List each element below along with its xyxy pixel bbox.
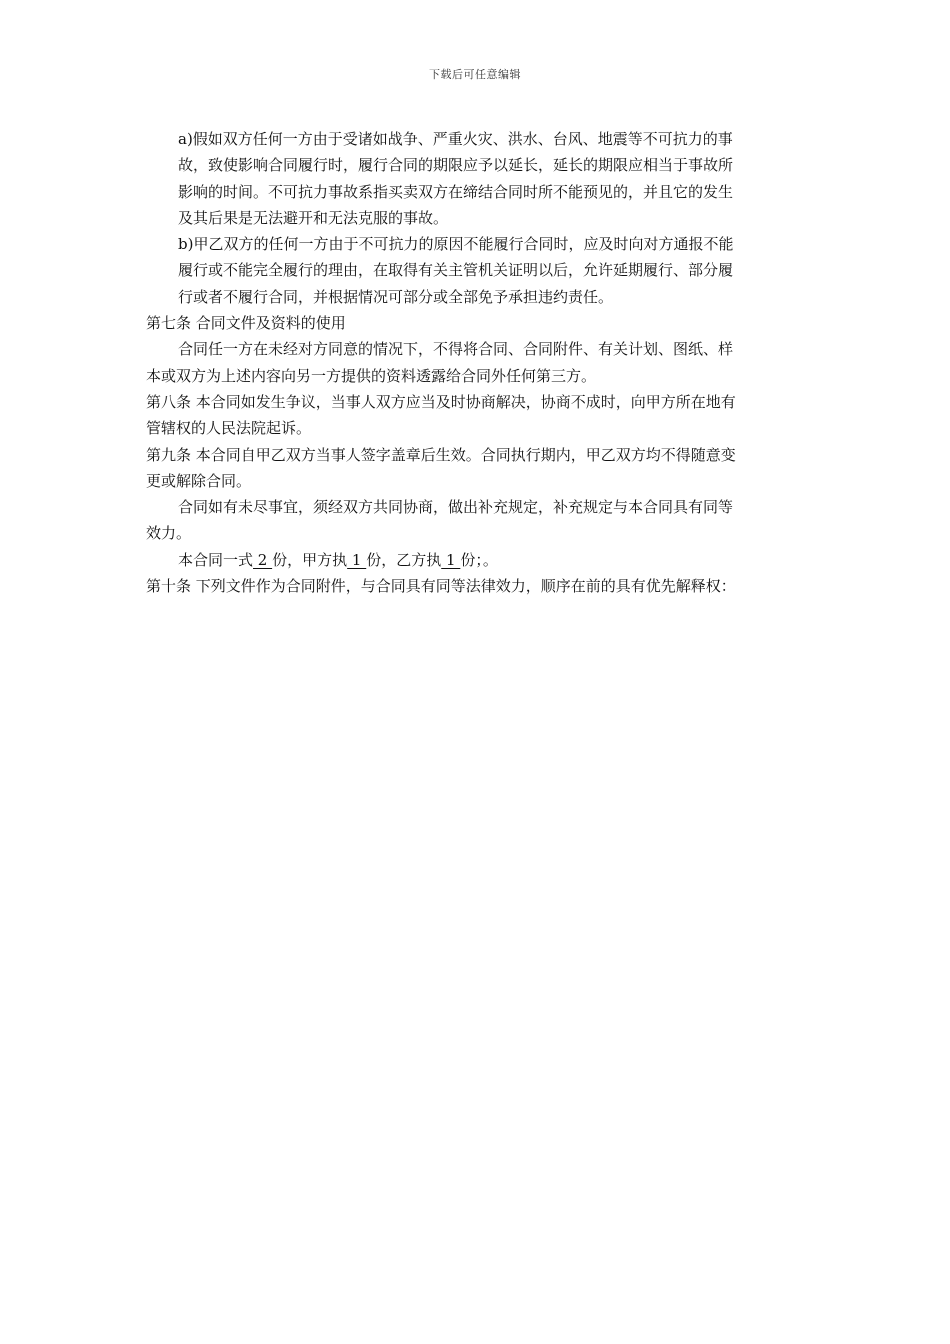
copies-prefix: 本合同一式 <box>178 550 254 569</box>
paragraph-line: 故，致使影响合同履行时，履行合同的期限应予以延长，延长的期限应相当于事故所 <box>178 156 734 175</box>
copies-mid-b: 份，乙方执 <box>366 550 442 569</box>
paragraph-line: 本或双方为上述内容向另一方提供的资料透露给合同外任何第三方。 <box>146 366 597 385</box>
copies-suffix: 份；。 <box>460 550 498 569</box>
article-7 <box>146 310 810 389</box>
article-10 <box>146 573 810 599</box>
paragraph-line: 合同如有未尽事宜，须经双方共同协商，做出补充规定，补充规定与本合同具有同等 <box>178 498 734 517</box>
paragraph-line: 合同任一方在未经对方同意的情况下，不得将合同、合同附件、有关计划、图纸、样 <box>178 340 734 359</box>
contract-body <box>146 126 810 599</box>
force-majeure-clause-a <box>146 126 810 231</box>
force-majeure-clause-b <box>146 231 810 310</box>
article-7-heading: 第七条 合同文件及资料的使用 <box>146 314 346 333</box>
article-10-heading: 第十条 下列文件作为合同附件，与合同具有同等法律效力，顺序在前的具有优先解释权： <box>146 577 736 596</box>
article-8-line: 第八条 本合同如发生争议，当事人双方应当及时协商解决，协商不成时，向甲方所在地有 <box>146 392 736 411</box>
paragraph-line: 管辖权的人民法院起诉。 <box>146 419 312 438</box>
paragraph-line: 行或者不履行合同，并根据情况可部分或全部免予承担违约责任。 <box>178 287 614 306</box>
copies-mid-a: 份，甲方执 <box>272 550 348 569</box>
paragraph-line: b)甲乙双方的任何一方由于不可抗力的原因不能履行合同时，应及时向对方通报不能 <box>178 235 734 254</box>
paragraph-line: a)假如双方任何一方由于受诸如战争、严重火灾、洪水、台风、地震等不可抗力的事 <box>178 130 733 148</box>
copies-party-b-field: 1 <box>441 550 461 569</box>
paragraph-line: 更或解除合同。 <box>146 471 252 490</box>
article-8 <box>146 389 810 442</box>
copies-total-field: 2 <box>253 550 273 569</box>
paragraph-line: 及其后果是无法避开和无法克服的事故。 <box>178 208 449 227</box>
article-9 <box>146 442 810 573</box>
article-9-line: 第九条 本合同自甲乙双方当事人签字盖章后生效。合同执行期内，甲乙双方均不得随意变 <box>146 445 736 464</box>
page-header: 下载后可任意编辑 <box>429 68 521 81</box>
paragraph-line: 履行或不能完全履行的理由，在取得有关主管机关证明以后，允许延期履行、部分履 <box>178 261 734 280</box>
paragraph-line: 影响的时间。不可抗力事故系指买卖双方在缔结合同时所不能预见的，并且它的发生 <box>178 182 734 201</box>
paragraph-line: 效力。 <box>146 524 192 543</box>
copies-line <box>146 547 810 573</box>
copies-party-a-field: 1 <box>347 550 367 569</box>
